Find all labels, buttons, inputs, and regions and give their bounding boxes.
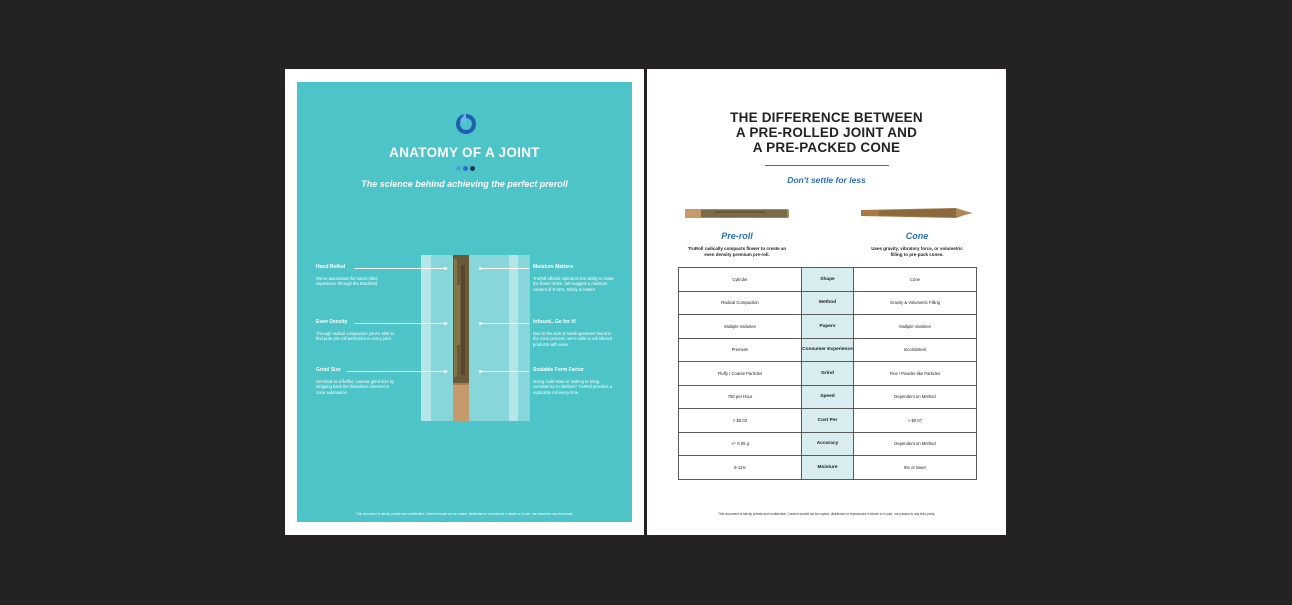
table-row bbox=[679, 432, 977, 456]
cone-cell: Dependent on Method bbox=[854, 432, 977, 456]
desc-line: Uses gravity, vibratory force, or volumetric bbox=[871, 246, 963, 251]
cone-cell: Cone bbox=[854, 268, 977, 292]
dot-2 bbox=[463, 166, 468, 171]
pre-roll-cell: 9-11% bbox=[679, 456, 802, 480]
table-row bbox=[679, 456, 977, 480]
cone-cell: Multiple Varieties bbox=[854, 315, 977, 339]
pre-roll-cell: Multiple Varieties bbox=[679, 315, 802, 339]
confidentiality-footnote: This document is strictly private and confidential. Content should not be copied, distributed or reproduced in whole or in part, nor passed to any third party. bbox=[356, 512, 573, 516]
table-row bbox=[679, 315, 977, 339]
callout-heading: Moisture Matters bbox=[533, 264, 574, 270]
callout-line bbox=[354, 268, 445, 269]
row-label: Moisture bbox=[802, 456, 854, 480]
cone-cell: Gravity & Volumetric Filling bbox=[854, 291, 977, 315]
callout-infused bbox=[533, 320, 617, 347]
dot-1 bbox=[456, 166, 461, 171]
cone-image bbox=[861, 206, 973, 220]
pre-roll-cell: 750 per Hour bbox=[679, 385, 802, 409]
callout-moisture-matters bbox=[533, 265, 617, 292]
callout-heading: Scalable Form Factor bbox=[533, 367, 584, 373]
callout-line bbox=[354, 323, 445, 324]
pre-roll-cell: +/- 0.05 g bbox=[679, 432, 802, 456]
callout-heading: Infused...Go for it! bbox=[533, 319, 577, 325]
pre-roll-cell: Cylinder bbox=[679, 268, 802, 292]
pagination-dots bbox=[454, 166, 478, 172]
table-row bbox=[679, 338, 977, 362]
desc-line: even density premium pre-roll. bbox=[704, 251, 770, 257]
callout-body: Get back to a fluffier, coarser grind size by stripping back the limitations inherent in cone automation. bbox=[316, 378, 395, 395]
pre-roll-image bbox=[685, 207, 789, 220]
droplet-logo-icon bbox=[454, 111, 478, 135]
callout-line bbox=[347, 371, 445, 372]
left-page bbox=[285, 69, 644, 535]
cone-cell: Inconsistent bbox=[854, 338, 977, 362]
callout-body: We've automated the hand-rolled experience through the Blackbird. bbox=[316, 275, 379, 287]
comparison-table bbox=[678, 267, 977, 480]
table-row bbox=[679, 362, 977, 386]
page-title: ANATOMY OF A JOINT bbox=[389, 145, 540, 160]
table-row bbox=[679, 409, 977, 433]
cone-cell: Fine / Powder-like Particles bbox=[854, 362, 977, 386]
row-label: Papers bbox=[802, 315, 854, 339]
callout-body: Going multi-state or looking to bring consistency to shelves? TruRoll provides a replicable roll every time. bbox=[533, 378, 613, 395]
callout-dot bbox=[444, 322, 447, 325]
cone-description bbox=[843, 246, 991, 257]
row-label: Accuracy bbox=[802, 432, 854, 456]
callout-heading: Even Density bbox=[316, 319, 348, 325]
callout-line bbox=[481, 268, 529, 269]
cone-cell: > $0.07 bbox=[854, 409, 977, 433]
table-row bbox=[679, 385, 977, 409]
pre-roll-description bbox=[663, 246, 811, 257]
desc-line: filling to pre-pack cones. bbox=[890, 251, 944, 257]
row-label: Grind bbox=[802, 362, 854, 386]
confidentiality-footnote: This document is strictly private and confidential. Content should not be copied, distributed or reproduced in whole or in part, nor passed to any third party. bbox=[718, 512, 935, 516]
callout-dot bbox=[444, 267, 447, 270]
table-row bbox=[679, 291, 977, 315]
callout-heading: Grind Size bbox=[316, 367, 341, 373]
page-subtitle: Don't settle for less bbox=[787, 175, 866, 185]
dot-3 bbox=[470, 166, 475, 171]
row-label: Speed bbox=[802, 385, 854, 409]
callout-body: Due to the lack of small apertures found in the cone process, we're able to roll infused products with ease. bbox=[533, 330, 613, 347]
pre-roll-cell: Premium bbox=[679, 338, 802, 362]
cone-cell: Dependent on Method bbox=[854, 385, 977, 409]
row-label: Method bbox=[802, 291, 854, 315]
row-label: Consumer Experience bbox=[802, 338, 854, 362]
title-line: A PRE-ROLLED JOINT AND bbox=[735, 125, 918, 140]
title-line: A PRE-PACKED CONE bbox=[752, 140, 901, 155]
pre-roll-label: Pre-roll bbox=[721, 231, 753, 241]
callout-body: Through radical compaction you're able to find pure pre-roll perfection in every joint. bbox=[316, 330, 394, 342]
tube-edge-right bbox=[509, 255, 518, 421]
cone-label: Cone bbox=[905, 231, 929, 241]
callout-scalable-form-factor bbox=[533, 368, 617, 395]
page-title bbox=[647, 110, 1006, 155]
callout-dot bbox=[444, 370, 447, 373]
title-divider bbox=[765, 165, 889, 166]
joint-illustration bbox=[452, 255, 470, 421]
page-subtitle: The science behind achieving the perfect preroll bbox=[361, 179, 568, 189]
row-label: Cost Per bbox=[802, 409, 854, 433]
callout-heading: Hand Rolled bbox=[316, 264, 346, 270]
callout-line bbox=[481, 371, 529, 372]
cone-cell: 6% or lower bbox=[854, 456, 977, 480]
tube-edge-left bbox=[421, 255, 431, 421]
pre-roll-cell: < $0.03 bbox=[679, 409, 802, 433]
callout-body: TruRoll affords operators the ability to make the flower shine. We suggest a moisture content of 9-11%. Sticky is better! bbox=[533, 275, 614, 292]
pre-roll-cell: Fluffy / Coarse Particles bbox=[679, 362, 802, 386]
pre-roll-cell: Radical Compaction bbox=[679, 291, 802, 315]
callout-grind-size bbox=[316, 368, 396, 395]
right-page bbox=[647, 69, 1006, 535]
callout-line bbox=[481, 323, 529, 324]
desc-line: TruRoll radically compacts flower to create an bbox=[687, 246, 787, 251]
title-line: THE DIFFERENCE BETWEEN bbox=[730, 110, 923, 125]
row-label: Shape bbox=[802, 268, 854, 292]
table-row bbox=[679, 268, 977, 292]
teal-panel bbox=[297, 82, 632, 522]
